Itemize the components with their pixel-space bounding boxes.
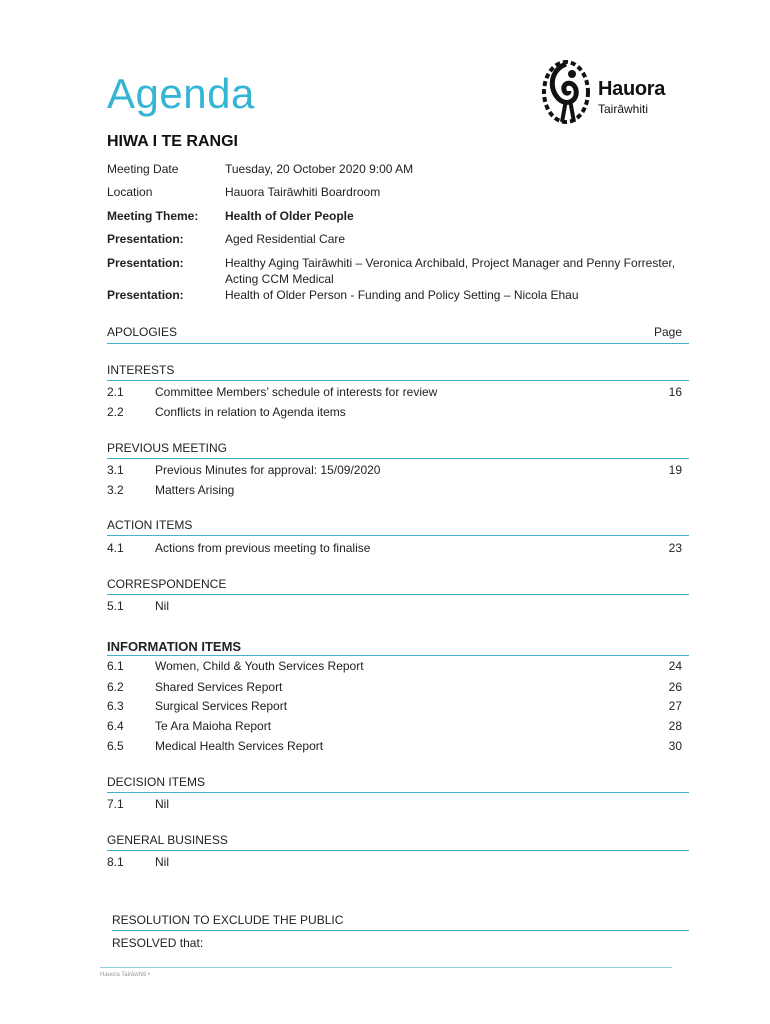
item-description: Committee Members’ schedule of interests for review xyxy=(155,385,438,399)
presentation-label-3: Presentation: xyxy=(107,288,184,302)
item-description: Te Ara Maioha Report xyxy=(155,719,272,733)
correspondence-heading: CORRESPONDENCE xyxy=(107,577,227,591)
divider xyxy=(107,343,689,344)
committee-name: HIWA I TE RANGI xyxy=(107,133,238,150)
presentation-label-1: Presentation: xyxy=(107,232,184,246)
item-number: 6.5 xyxy=(107,739,124,753)
item-description: Nil xyxy=(155,599,169,613)
divider xyxy=(107,792,689,793)
item-description: Nil xyxy=(155,797,169,811)
logo-wordmark: Hauora xyxy=(598,78,666,100)
page-title: Agenda xyxy=(107,70,255,117)
item-number: 6.3 xyxy=(107,699,124,713)
item-page: 27 xyxy=(668,699,682,713)
meeting-date-value: Tuesday, 20 October 2020 9:00 AM xyxy=(225,162,414,176)
divider xyxy=(107,535,689,536)
meeting-theme-value: Health of Older People xyxy=(225,209,354,223)
item-number: 3.2 xyxy=(107,483,124,497)
item-page: 26 xyxy=(668,680,682,694)
item-description: Conflicts in relation to Agenda items xyxy=(155,405,346,419)
item-description: Medical Health Services Report xyxy=(155,739,324,753)
apologies-heading: APOLOGIES xyxy=(107,325,178,339)
item-description: Actions from previous meeting to finalise xyxy=(155,541,371,555)
footer-divider xyxy=(100,967,672,968)
item-number: 7.1 xyxy=(107,797,124,811)
item-number: 6.4 xyxy=(107,719,124,733)
location-label: Location xyxy=(107,185,153,199)
item-description: Previous Minutes for approval: 15/09/2020 xyxy=(155,463,381,477)
item-number: 8.1 xyxy=(107,855,124,869)
divider xyxy=(107,655,689,656)
item-number: 6.1 xyxy=(107,659,124,673)
resolution-text: RESOLVED that: xyxy=(112,936,204,950)
item-page: 19 xyxy=(668,463,682,477)
information-items-heading: INFORMATION ITEMS xyxy=(107,639,242,654)
item-description: Shared Services Report xyxy=(155,680,283,694)
presentation-label-2: Presentation: xyxy=(107,256,184,270)
koru-emblem-icon xyxy=(538,56,594,126)
item-number: 5.1 xyxy=(107,599,124,613)
presentation-value-1: Aged Residential Care xyxy=(225,232,346,246)
item-number: 2.2 xyxy=(107,405,124,419)
action-items-heading: ACTION ITEMS xyxy=(107,518,193,532)
item-number: 4.1 xyxy=(107,541,124,555)
divider xyxy=(107,458,689,459)
item-description: Women, Child & Youth Services Report xyxy=(155,659,364,673)
item-number: 2.1 xyxy=(107,385,124,399)
interests-heading: INTERESTS xyxy=(107,363,175,377)
divider xyxy=(112,930,689,931)
item-page: 24 xyxy=(668,659,682,673)
item-page: 30 xyxy=(668,739,682,753)
item-number: 6.2 xyxy=(107,680,124,694)
meeting-date-label: Meeting Date xyxy=(107,162,179,176)
location-value: Hauora Tairāwhiti Boardroom xyxy=(225,185,381,199)
page-column-label: Page xyxy=(653,325,682,339)
decision-items-heading: DECISION ITEMS xyxy=(107,775,206,789)
meeting-theme-label: Meeting Theme: xyxy=(107,209,199,223)
resolution-heading: RESOLUTION TO EXCLUDE THE PUBLIC xyxy=(112,913,344,927)
item-page: 28 xyxy=(668,719,682,733)
item-number: 3.1 xyxy=(107,463,124,477)
divider xyxy=(107,850,689,851)
general-business-heading: GENERAL BUSINESS xyxy=(107,833,228,847)
logo-subtext: Tairāwhiti xyxy=(598,102,649,116)
item-description: Matters Arising xyxy=(155,483,235,497)
previous-meeting-heading: PREVIOUS MEETING xyxy=(107,441,228,455)
footer-text: Hauora Tairāwhiti • xyxy=(100,972,151,978)
presentation-value-2b: Acting CCM Medical xyxy=(225,272,334,286)
item-page: 16 xyxy=(668,385,682,399)
item-description: Surgical Services Report xyxy=(155,699,288,713)
divider xyxy=(107,380,689,381)
hauora-logo xyxy=(538,56,688,126)
presentation-value-3: Health of Older Person - Funding and Policy Setting – Nicola Ehau xyxy=(225,288,579,302)
divider xyxy=(107,594,689,595)
item-description: Nil xyxy=(155,855,169,869)
presentation-value-2a: Healthy Aging Tairāwhiti – Veronica Archibald, Project Manager and Penny Forrester, xyxy=(225,256,676,270)
item-page: 23 xyxy=(668,541,682,555)
